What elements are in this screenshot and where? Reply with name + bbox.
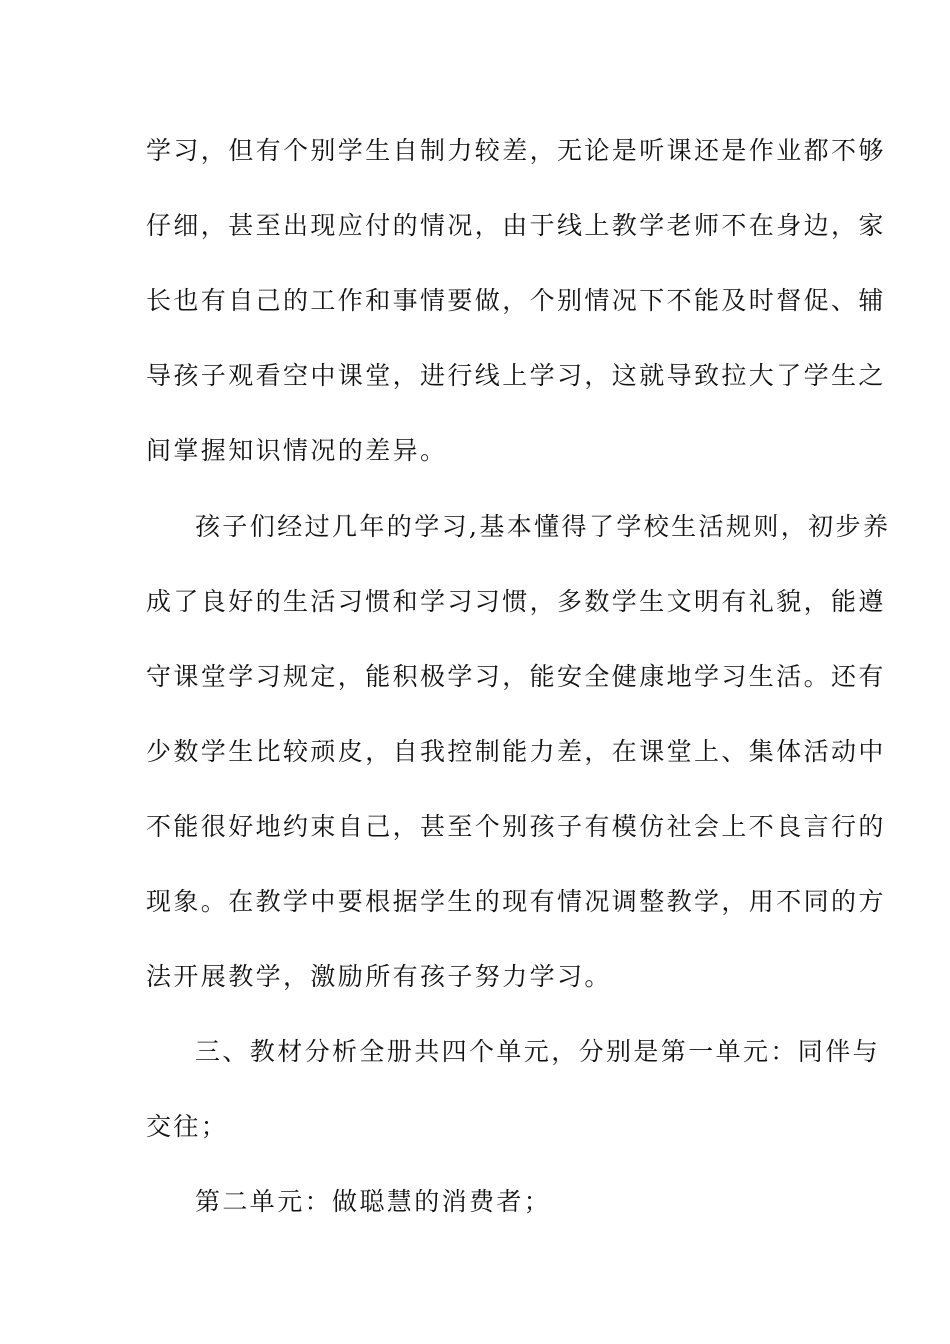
- text-line: 守课堂学习规定，能积极学习，能安全健康地学习生活。还有: [146, 662, 886, 691]
- text-line: 成了良好的生活习惯和学习习惯，多数学生文明有礼貌，能遵: [146, 587, 886, 616]
- text-line: 长也有自己的工作和事情要做，个别情况下不能及时督促、辅: [146, 286, 886, 315]
- text-line: 法开展教学，激励所有孩子努力学习。: [146, 962, 612, 991]
- text-line: 仔细，甚至出现应付的情况，由于线上教学老师不在身边，家: [146, 211, 886, 240]
- text-line: 少数学生比较顽皮，自我控制能力差，在课堂上、集体活动中: [146, 737, 886, 766]
- text-line: 导孩子观看空中课堂，进行线上学习，这就导致拉大了学生之: [146, 361, 886, 390]
- text-line: 不能很好地约束自己，甚至个别孩子有模仿社会上不良言行的: [146, 812, 886, 841]
- text-line: 间掌握知识情况的差异。: [146, 436, 448, 465]
- text-line: 学习，但有个别学生自制力较差，无论是听课还是作业都不够: [146, 136, 886, 165]
- text-line: 现象。在教学中要根据学生的现有情况调整教学，用不同的方: [146, 887, 886, 916]
- section-heading-line: 三、教材分析全册共四个单元，分别是第一单元：同伴与: [195, 1037, 881, 1066]
- paragraph-first-line: 第二单元：做聪慧的消费者；: [195, 1187, 552, 1216]
- paragraph-first-line: 孩子们经过几年的学习,基本懂得了学校生活规则，初步养: [195, 512, 891, 541]
- text-line: 交往；: [146, 1112, 229, 1141]
